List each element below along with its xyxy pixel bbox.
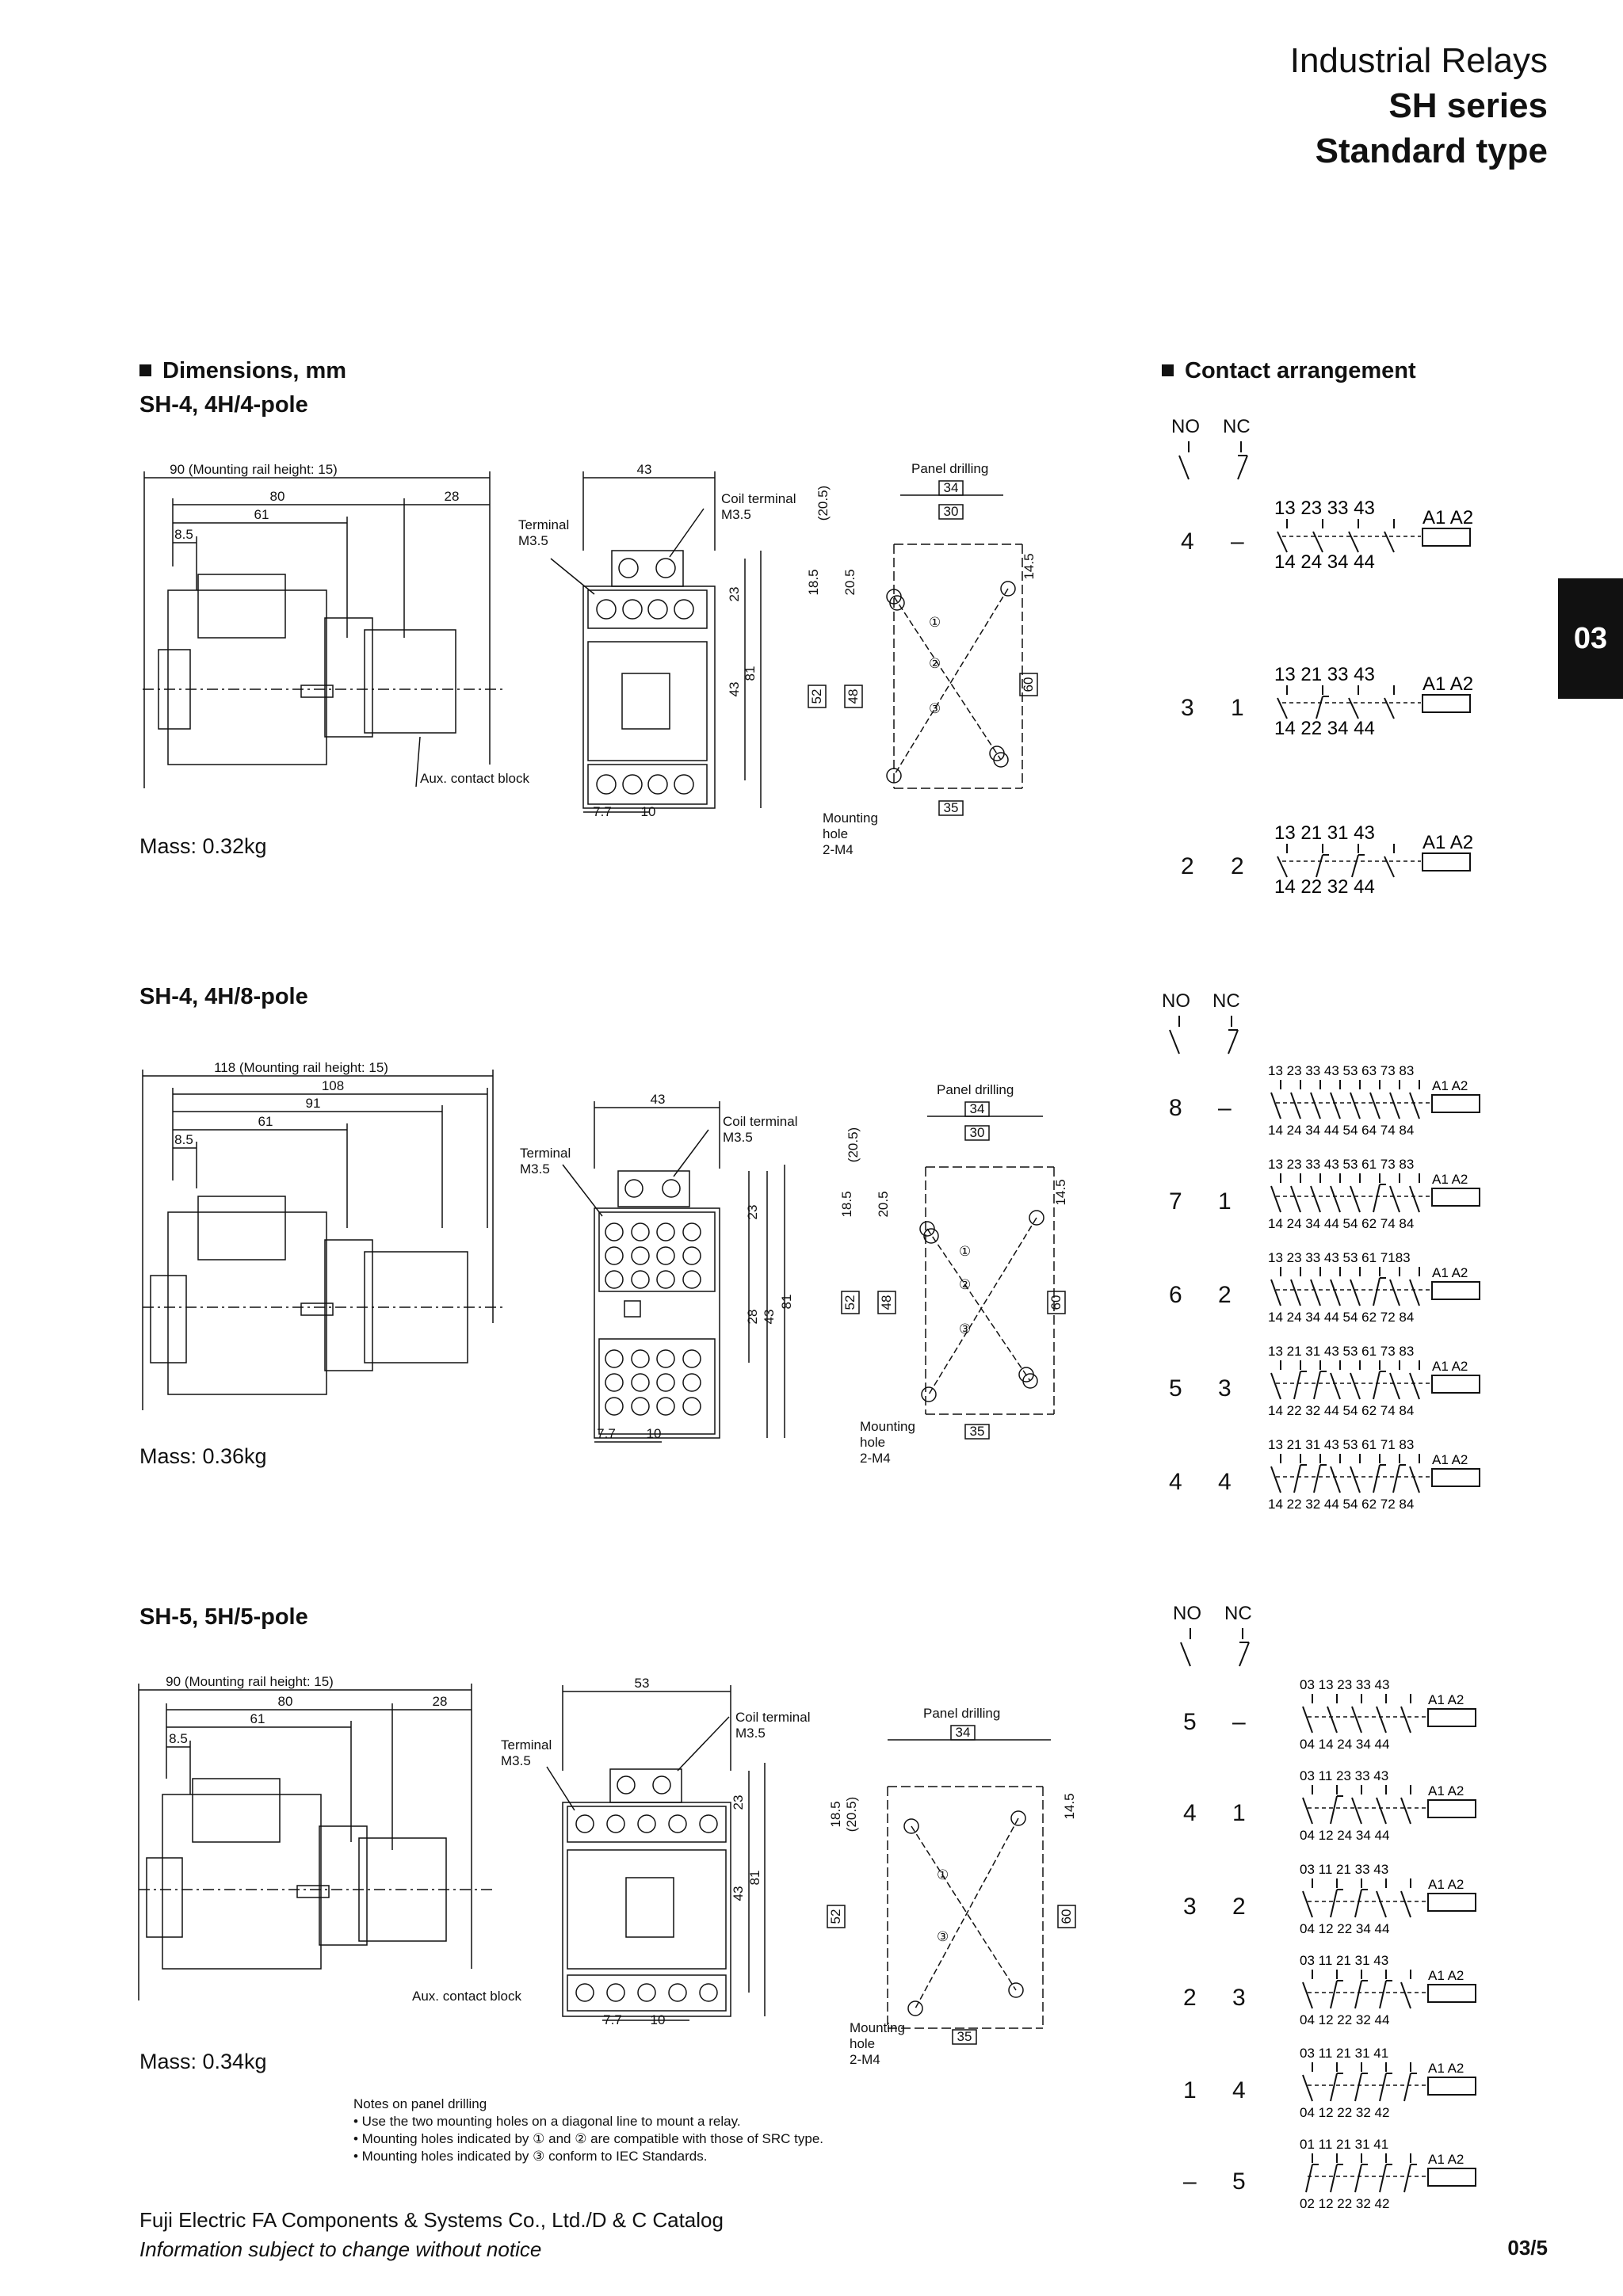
terminal-bottom-labels: 04 12 22 32 44 [1300,2012,1390,2027]
coil-label: A1 A2 [1428,1877,1465,1892]
aux-contact-label: Aux. contact block [412,1989,521,2004]
panel-v-52: 52 [809,688,824,704]
page-number: 03/5 [1507,2236,1548,2260]
terminal-bottom-labels: 14 22 32 44 54 62 74 84 [1268,1403,1415,1418]
panel-v-60: 60 [1021,677,1036,692]
no-nc-symbol-3 [1173,1627,1268,1674]
coil-terminal-spec: M3.5 [735,1726,766,1741]
dim-80: 80 [269,489,285,504]
panel-w-34: 34 [955,1725,971,1740]
coil-label: A1 A2 [1428,1692,1465,1707]
no-label: NO [1173,1603,1201,1624]
nc-count: – [1232,1709,1246,1735]
mounting-hole-label-1: Mounting [850,2020,905,2035]
nc-count: 1 [1218,1188,1232,1215]
panel-b-35: 35 [969,1424,985,1439]
panel-v-52: 52 [842,1295,857,1310]
page-header [1290,38,1548,174]
dim-61: 61 [254,507,269,522]
terminal-bottom-labels: 14 24 34 44 54 62 74 84 [1268,1216,1415,1231]
hole-marker-3: ③ [959,1322,972,1337]
coil-label: A1 A2 [1428,2061,1465,2076]
no-count: 2 [1181,853,1194,879]
front-b-10: 10 [650,2012,666,2027]
no-count: 2 [1183,1985,1197,2011]
nc-label: NC [1224,1603,1252,1624]
panel-v-18-5: 18.5 [828,1801,843,1828]
terminal-top-labels: 13 21 31 43 [1274,822,1375,844]
terminal-spec: M3.5 [520,1161,550,1177]
panel-drilling-drawing-2 [840,1074,1094,1478]
terminal-bottom-labels: 14 24 34 44 54 62 72 84 [1268,1310,1415,1325]
panel-v-52: 52 [828,1909,843,1924]
no-nc-symbol-1 [1171,440,1266,487]
contact-diagram [1268,1436,1494,1512]
no-count: 4 [1183,1800,1197,1826]
no-label: NO [1171,416,1200,437]
hole-marker-3: ③ [929,701,941,716]
header-line-2: SH series [1388,86,1548,125]
dim-28: 28 [444,489,460,504]
nc-count: 4 [1218,1469,1232,1495]
panel-v-20-5: 20.5 [876,1191,891,1218]
header-line-1: Industrial Relays [1289,41,1548,80]
header-line-3: Standard type [1315,132,1548,170]
terminal-top-labels: 13 23 33 43 [1274,498,1375,519]
coil-label: A1 A2 [1423,832,1474,853]
footer-disclaimer: Information subject to change without notice [139,2237,542,2261]
coil-label: A1 A2 [1428,1783,1465,1798]
panel-v-20-5-paren: (20.5) [846,1127,861,1163]
nc-count: – [1218,1095,1232,1121]
contact-diagram [1274,662,1484,738]
nc-count: 1 [1232,1800,1246,1826]
terminal-bottom-labels: 14 24 34 44 54 64 74 84 [1268,1123,1415,1138]
panel-v-60: 60 [1059,1909,1074,1924]
terminal-label: Terminal [518,517,570,532]
coil-terminal-label: Coil terminal [723,1114,798,1129]
panel-v-14-5: 14.5 [1053,1179,1068,1206]
panel-w-34: 34 [969,1101,985,1116]
dimensions-heading [139,358,346,384]
panel-drilling-drawing-1 [808,456,1070,868]
panel-v-48: 48 [846,688,861,704]
terminal-top-labels: 13 21 31 43 53 61 73 83 [1268,1344,1415,1359]
panel-drilling-label: Panel drilling [923,1706,1001,1721]
page-footer [139,2206,724,2264]
panel-v-20-5-paren: (20.5) [844,1796,859,1833]
side-view-drawing-2 [135,1062,515,1418]
panel-v-14-5: 14.5 [1062,1793,1077,1820]
coil-label: A1 A2 [1432,1265,1468,1280]
terminal-bottom-labels: 14 22 32 44 [1274,876,1375,898]
front-h-81: 81 [747,1870,762,1886]
coil-label: A1 A2 [1428,2152,1465,2167]
dim-8-5: 8.5 [174,1132,193,1147]
dim-overall: 118 (Mounting rail height: 15) [214,1060,388,1075]
panel-v-60: 60 [1048,1295,1064,1310]
coil-label: A1 A2 [1432,1172,1468,1187]
nc-count: 5 [1232,2168,1246,2195]
terminal-bottom-labels: 04 12 22 34 44 [1300,1921,1390,1936]
nc-count: 2 [1218,1282,1232,1308]
no-count: 3 [1181,695,1194,721]
hole-marker-3: ③ [937,1929,949,1944]
coil-label: A1 A2 [1428,1968,1465,1983]
mounting-hole-label-2: hole [850,2036,876,2051]
nc-label: NC [1212,990,1240,1012]
terminal-top-labels: 13 23 33 43 53 61 7183 [1268,1250,1411,1265]
panel-b-35: 35 [957,2029,972,2044]
side-view-drawing-1 [135,462,529,796]
contact-diagram [1274,820,1484,896]
nc-count: 2 [1232,1894,1246,1920]
terminal-top-labels: 03 11 21 33 43 [1300,1862,1389,1877]
no-count: 7 [1169,1188,1182,1215]
no-count: 3 [1183,1894,1197,1920]
mounting-hole-label-2: hole [823,826,849,841]
front-b-10: 10 [646,1426,662,1441]
nc-count: 3 [1232,1985,1246,2011]
contact-diagram [1268,1342,1494,1418]
mass-2: Mass: 0.36kg [139,1444,267,1468]
contact-diagram [1300,2135,1490,2211]
mounting-hole-label-3: 2-M4 [850,2052,880,2067]
square-bullet-icon [1162,364,1174,376]
dimensions-title: Dimensions, mm [162,358,347,383]
mounting-hole-label-1: Mounting [823,810,878,826]
panel-drilling-drawing-3 [808,1695,1094,2076]
front-view-drawing-3 [499,1676,811,2040]
terminal-top-labels: 13 23 33 43 53 63 73 83 [1268,1063,1415,1078]
front-b-7-7: 7.7 [597,1426,616,1441]
contact-diagram [1300,1951,1490,2027]
coil-label: A1 A2 [1432,1078,1468,1093]
no-count: 4 [1181,528,1194,555]
contact-diagram [1274,495,1484,571]
front-b-7-7: 7.7 [603,2012,622,2027]
front-h-43: 43 [762,1309,777,1325]
notes-title: Notes on panel drilling [353,2096,487,2111]
panel-drilling-label: Panel drilling [937,1082,1014,1097]
section-title-2: SH-4, 4H/8-pole [139,984,308,1009]
front-width: 43 [636,462,652,477]
dim-91: 91 [305,1096,321,1111]
hole-marker-2: ② [959,1277,972,1292]
mounting-hole-label-1: Mounting [860,1419,915,1434]
terminal-top-labels: 13 21 31 43 53 61 71 83 [1268,1437,1415,1452]
no-count: 1 [1183,2077,1197,2103]
front-width: 53 [634,1676,650,1691]
no-count: 5 [1183,1709,1197,1735]
mounting-hole-label-2: hole [860,1435,886,1450]
contact-diagram [1300,1767,1490,1843]
terminal-top-labels: 13 21 33 43 [1274,664,1375,685]
no-count: 5 [1169,1375,1182,1402]
terminal-label: Terminal [520,1146,571,1161]
panel-drilling-notes [353,2096,823,2165]
nc-count: 1 [1231,695,1244,721]
front-h-43: 43 [727,681,742,697]
contact-heading [1162,358,1416,384]
coil-label: A1 A2 [1423,507,1474,528]
front-h-81: 81 [779,1294,794,1310]
terminal-top-labels: 03 11 23 33 43 [1300,1768,1389,1783]
front-width: 43 [650,1092,666,1107]
terminal-bottom-labels: 04 14 24 34 44 [1300,1737,1390,1752]
coil-terminal-spec: M3.5 [723,1130,753,1145]
terminal-top-labels: 13 23 33 43 53 61 73 83 [1268,1157,1415,1172]
chapter-tab: 03 [1558,578,1623,699]
dim-overall: 90 (Mounting rail height: 15) [166,1674,334,1689]
panel-w-30: 30 [969,1125,985,1140]
terminal-bottom-labels: 04 12 22 32 42 [1300,2105,1390,2120]
terminal-bottom-labels: 14 24 34 44 [1274,551,1375,573]
front-h-81: 81 [743,666,758,681]
terminal-bottom-labels: 14 22 34 44 [1274,718,1375,739]
front-h-28: 28 [745,1309,760,1325]
panel-v-18-5: 18.5 [806,569,821,596]
dim-61: 61 [250,1711,265,1726]
dim-8-5: 8.5 [169,1731,188,1746]
hole-marker-1: ① [937,1867,949,1882]
nc-label: NC [1223,416,1251,437]
coil-label: A1 A2 [1432,1452,1468,1467]
terminal-bottom-labels: 04 12 24 34 44 [1300,1828,1390,1843]
terminal-top-labels: 03 11 21 31 41 [1300,2046,1389,2061]
front-h-23: 23 [731,1794,746,1810]
coil-terminal-spec: M3.5 [721,507,751,522]
terminal-label: Terminal [501,1737,552,1753]
contact-diagram [1300,1676,1490,1752]
panel-v-18-5: 18.5 [839,1191,854,1218]
front-b-7-7: 7.7 [593,804,612,819]
section-title-1: SH-4, 4H/4-pole [139,392,308,418]
coil-terminal-label: Coil terminal [721,491,796,506]
mass-3: Mass: 0.34kg [139,2050,267,2073]
dim-108: 108 [321,1078,345,1093]
panel-v-48: 48 [879,1295,894,1310]
note-2: • Mounting holes indicated by ① and ② are compatible with those of SRC type. [353,2131,824,2146]
hole-marker-2: ② [929,656,941,671]
panel-v-20-5: 20.5 [842,569,857,596]
contact-diagram [1300,2044,1490,2120]
no-count: 4 [1169,1469,1182,1495]
dim-overall: 90 (Mounting rail height: 15) [170,462,338,477]
nc-count: 4 [1232,2077,1246,2103]
hole-marker-1: ① [929,615,941,630]
mounting-hole-label-3: 2-M4 [860,1451,891,1466]
section-title-3: SH-5, 5H/5-pole [139,1604,308,1630]
no-count: 8 [1169,1095,1182,1121]
note-1: • Use the two mounting holes on a diagonal line to mount a relay. [353,2114,741,2129]
terminal-spec: M3.5 [518,533,548,548]
nc-count: – [1231,528,1244,555]
terminal-top-labels: 03 11 21 31 43 [1300,1953,1389,1968]
terminal-top-labels: 01 11 21 31 41 [1300,2137,1389,2152]
nc-count: 3 [1218,1375,1232,1402]
note-3: • Mounting holes indicated by ③ conform to IEC Standards. [353,2149,708,2164]
square-bullet-icon [139,364,151,376]
panel-w-34: 34 [943,480,959,495]
dim-80: 80 [277,1694,293,1709]
panel-b-35: 35 [943,800,959,815]
panel-v-14-5: 14.5 [1022,553,1037,580]
front-h-23: 23 [727,586,742,602]
coil-label: A1 A2 [1423,673,1474,695]
terminal-top-labels: 03 13 23 33 43 [1300,1677,1390,1692]
coil-terminal-label: Coil terminal [735,1710,811,1725]
contact-title: Contact arrangement [1185,358,1416,383]
footer-company: Fuji Electric FA Components & Systems Co., Ltd./D & C Catalog [139,2208,724,2232]
mass-1: Mass: 0.32kg [139,834,267,858]
no-count: 6 [1169,1282,1182,1308]
hole-marker-1: ① [959,1244,972,1259]
front-h-43: 43 [731,1886,746,1901]
terminal-bottom-labels: 14 22 32 44 54 62 72 84 [1268,1497,1415,1512]
panel-v-20-5-paren: (20.5) [815,485,831,521]
no-nc-symbol-2 [1162,1014,1257,1062]
front-view-drawing-2 [515,1077,816,1458]
aux-contact-label: Aux. contact block [420,771,529,786]
coil-label: A1 A2 [1432,1359,1468,1374]
contact-diagram [1268,1062,1494,1138]
front-view-drawing-1 [515,463,816,820]
panel-w-30: 30 [943,504,959,519]
contact-diagram [1268,1155,1494,1231]
dim-61: 61 [258,1114,273,1129]
panel-drilling-label: Panel drilling [911,461,989,476]
contact-diagram [1268,1249,1494,1325]
contact-diagram [1300,1860,1490,1936]
nc-count: 2 [1231,853,1244,879]
no-label: NO [1162,990,1190,1012]
dim-8-5: 8.5 [174,527,193,542]
mounting-hole-label-3: 2-M4 [823,842,854,857]
front-h-23: 23 [745,1204,760,1220]
front-b-10: 10 [640,804,656,819]
terminal-bottom-labels: 02 12 22 32 42 [1300,2196,1390,2211]
terminal-spec: M3.5 [501,1753,531,1768]
no-count: – [1183,2168,1197,2195]
dim-28: 28 [432,1694,448,1709]
